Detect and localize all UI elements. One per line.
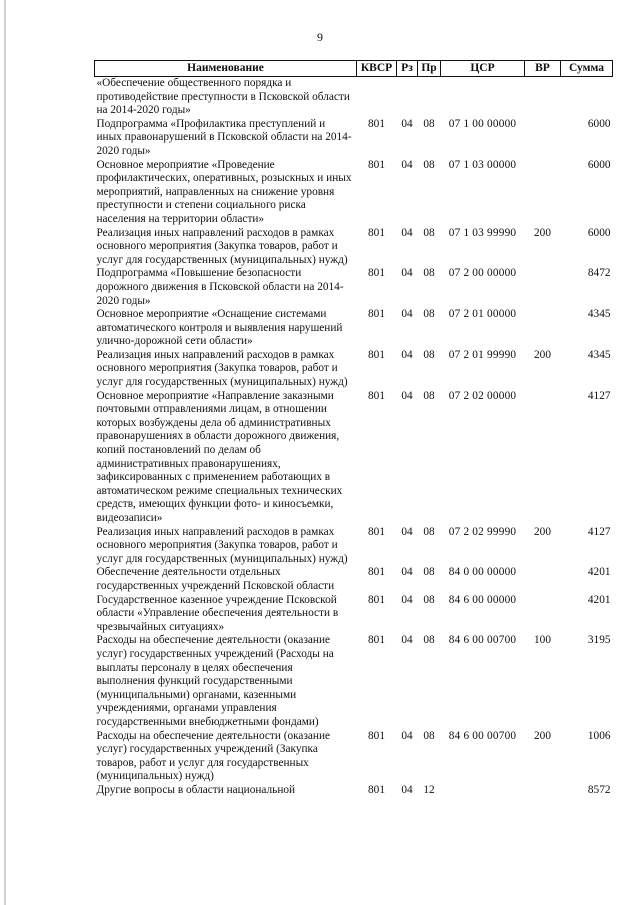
row-vr	[525, 159, 561, 227]
table-row	[95, 118, 613, 159]
row-rz	[397, 77, 418, 118]
row-vr	[525, 267, 561, 308]
row-rz: 04	[401, 783, 413, 796]
row-name: Основное мероприятие «Проведение профилактических, оперативных, розыскных и иных мероприятий, направленных на снижение уровня преступности и степени социального риска населения на территории области»	[96, 158, 352, 225]
row-name: Основное мероприятие «Оснащение системами автоматического контроля и выявления нарушений улично-дорожной сети области»	[96, 308, 343, 348]
row-rz: 04	[401, 593, 413, 606]
table-row	[95, 159, 613, 227]
page-number: 9	[317, 30, 323, 44]
table-header-row	[95, 61, 613, 77]
header-vr: ВР	[525, 61, 561, 77]
row-kvsr: 801	[368, 308, 385, 321]
scan-left-edge	[4, 0, 6, 905]
row-vr: 100	[534, 634, 551, 647]
row-pr: 08	[423, 308, 435, 321]
row-sum: 1006	[587, 729, 611, 742]
row-rz: 04	[401, 389, 413, 402]
row-sum	[561, 77, 613, 118]
row-rz: 04	[401, 525, 413, 538]
row-kvsr: 801	[368, 525, 385, 538]
row-vr	[525, 118, 561, 159]
row-pr: 08	[423, 348, 435, 361]
row-sum: 8472	[587, 267, 611, 280]
row-name: Расходы на обеспечение деятельности (оказание услуг) государственных учреждений (Закупка товаров, работ и услуг для государственных (муниципальных) нужд)	[96, 729, 331, 783]
row-csr: 07 1 03 00000	[448, 158, 517, 171]
row-sum: 6000	[587, 158, 611, 171]
row-pr: 08	[423, 729, 435, 742]
header-csr: ЦСР	[441, 61, 525, 77]
row-rz: 04	[401, 348, 413, 361]
row-kvsr: 801	[368, 267, 385, 280]
table-row	[95, 594, 613, 635]
row-kvsr: 801	[368, 158, 385, 171]
table-row	[95, 634, 613, 729]
row-csr: 07 1 03 99990	[448, 226, 517, 239]
row-pr: 08	[423, 593, 435, 606]
row-sum: 4201	[587, 566, 611, 579]
row-csr: 07 1 00 00000	[448, 117, 517, 130]
table-row	[95, 349, 613, 390]
row-vr	[525, 566, 561, 593]
row-pr: 08	[423, 389, 435, 402]
row-name: Расходы на обеспечение деятельности (оказание услуг) государственных учреждений (Расходы на выплаты персоналу в целях обеспечения выполнения функций государственными (муниципальными) органами, казенными учреждениями, органами управления государственными внебюджетными фондами)	[96, 634, 334, 728]
row-csr: 07 2 02 00000	[448, 389, 517, 402]
row-csr: 07 2 02 99990	[448, 525, 517, 538]
row-sum: 4345	[587, 348, 611, 361]
row-vr	[525, 77, 561, 118]
row-name: Другие вопросы в области национальной	[96, 783, 296, 796]
row-rz: 04	[401, 158, 413, 171]
row-kvsr: 801	[368, 566, 385, 579]
row-sum: 4201	[587, 593, 611, 606]
table-row	[95, 526, 613, 567]
row-name: Подпрограмма «Профилактика преступлений и иных правонарушений в Псковской области на 2014-2020 годы»	[96, 117, 352, 157]
row-rz: 04	[401, 226, 413, 239]
row-pr: 08	[423, 117, 435, 130]
row-vr: 200	[534, 348, 551, 361]
row-sum: 4127	[587, 389, 611, 402]
row-vr	[525, 308, 561, 349]
row-rz: 04	[401, 308, 413, 321]
row-csr: 84 6 00 00000	[448, 593, 517, 606]
header-sum: Сумма	[561, 61, 613, 77]
row-sum: 6000	[587, 226, 611, 239]
row-vr: 200	[534, 525, 551, 538]
row-sum: 4345	[587, 308, 611, 321]
row-vr: 200	[534, 729, 551, 742]
table-row	[95, 730, 613, 784]
row-name: Реализация иных направлений расходов в рамках основного мероприятия (Закупка товаров, работ и услуг для государственных (муниципальных) нужд)	[96, 226, 348, 266]
row-pr: 08	[423, 226, 435, 239]
row-kvsr: 801	[368, 117, 385, 130]
table-row	[95, 77, 613, 118]
row-pr	[418, 77, 441, 118]
row-csr: 07 2 01 99990	[448, 348, 517, 361]
table-row	[95, 227, 613, 268]
row-rz: 04	[401, 267, 413, 280]
table-row	[95, 784, 613, 798]
row-csr: 84 6 00 00700	[448, 634, 517, 647]
row-vr	[525, 390, 561, 526]
budget-table	[94, 60, 613, 797]
row-kvsr: 801	[368, 634, 385, 647]
row-rz: 04	[401, 729, 413, 742]
row-rz: 04	[401, 634, 413, 647]
row-sum: 4127	[587, 525, 611, 538]
row-kvsr: 801	[368, 783, 385, 796]
row-name: Государственное казенное учреждение Псковской области «Управление обеспечения деятельности в чрезвычайных ситуациях»	[96, 593, 339, 633]
header-rz: Рз	[397, 61, 418, 77]
header-name: Наименование	[95, 61, 357, 77]
row-pr: 08	[423, 158, 435, 171]
row-pr: 12	[423, 783, 435, 796]
table-row	[95, 267, 613, 308]
table-row	[95, 566, 613, 593]
row-name: Реализация иных направлений расходов в рамках основного мероприятия (Закупка товаров, работ и услуг для государственных (муниципальных) нужд)	[96, 348, 348, 389]
row-kvsr: 801	[368, 593, 385, 606]
row-kvsr: 801	[368, 729, 385, 742]
row-rz: 04	[401, 566, 413, 579]
row-pr: 08	[423, 634, 435, 647]
row-rz: 04	[401, 117, 413, 130]
row-name: Основное мероприятие «Направление заказными почтовыми отправлениями лицам, в отношении которых возбуждены дела об административных правонарушениях в области дорожного движения, копий постановлений по делам об административных правонарушениях, зафиксированных с применением работающих в автоматическом режиме специальных технических средств, имеющих функции фото- и киносъемки, видеозаписи»	[96, 389, 343, 524]
header-kvsr: КВСР	[357, 61, 397, 77]
row-sum: 6000	[587, 117, 611, 130]
row-csr: 84 0 00 00000	[448, 566, 517, 579]
row-vr	[525, 594, 561, 635]
row-pr: 08	[423, 267, 435, 280]
row-csr: 84 6 00 00700	[448, 729, 517, 742]
row-sum: 8572	[587, 783, 611, 796]
row-pr: 08	[423, 566, 435, 579]
row-name: Обеспечение деятельности отдельных государственных учреждений Псковской области	[96, 566, 335, 592]
row-name: «Обеспечение общественного порядка и противодействие преступности в Псковской области на 2014-2020 годы»	[96, 77, 350, 117]
row-kvsr: 801	[368, 389, 385, 402]
row-csr: 07 2 00 00000	[448, 267, 517, 280]
row-pr: 08	[423, 525, 435, 538]
row-vr: 200	[534, 226, 551, 239]
row-name: Подпрограмма «Повышение безопасности дорожного движения в Псковской области на 2014-2020 годы»	[96, 267, 344, 307]
row-csr	[441, 784, 525, 798]
row-kvsr	[357, 77, 397, 118]
row-kvsr: 801	[368, 226, 385, 239]
row-kvsr: 801	[368, 348, 385, 361]
row-name: Реализация иных направлений расходов в рамках основного мероприятия (Закупка товаров, работ и услуг для государственных (муниципальных) нужд)	[96, 525, 348, 565]
row-vr	[525, 784, 561, 798]
row-csr	[441, 77, 525, 118]
row-csr: 07 2 01 00000	[448, 308, 517, 321]
header-pr: Пр	[418, 61, 441, 77]
table-row	[95, 390, 613, 526]
row-sum: 3195	[587, 634, 611, 647]
table-row	[95, 308, 613, 349]
